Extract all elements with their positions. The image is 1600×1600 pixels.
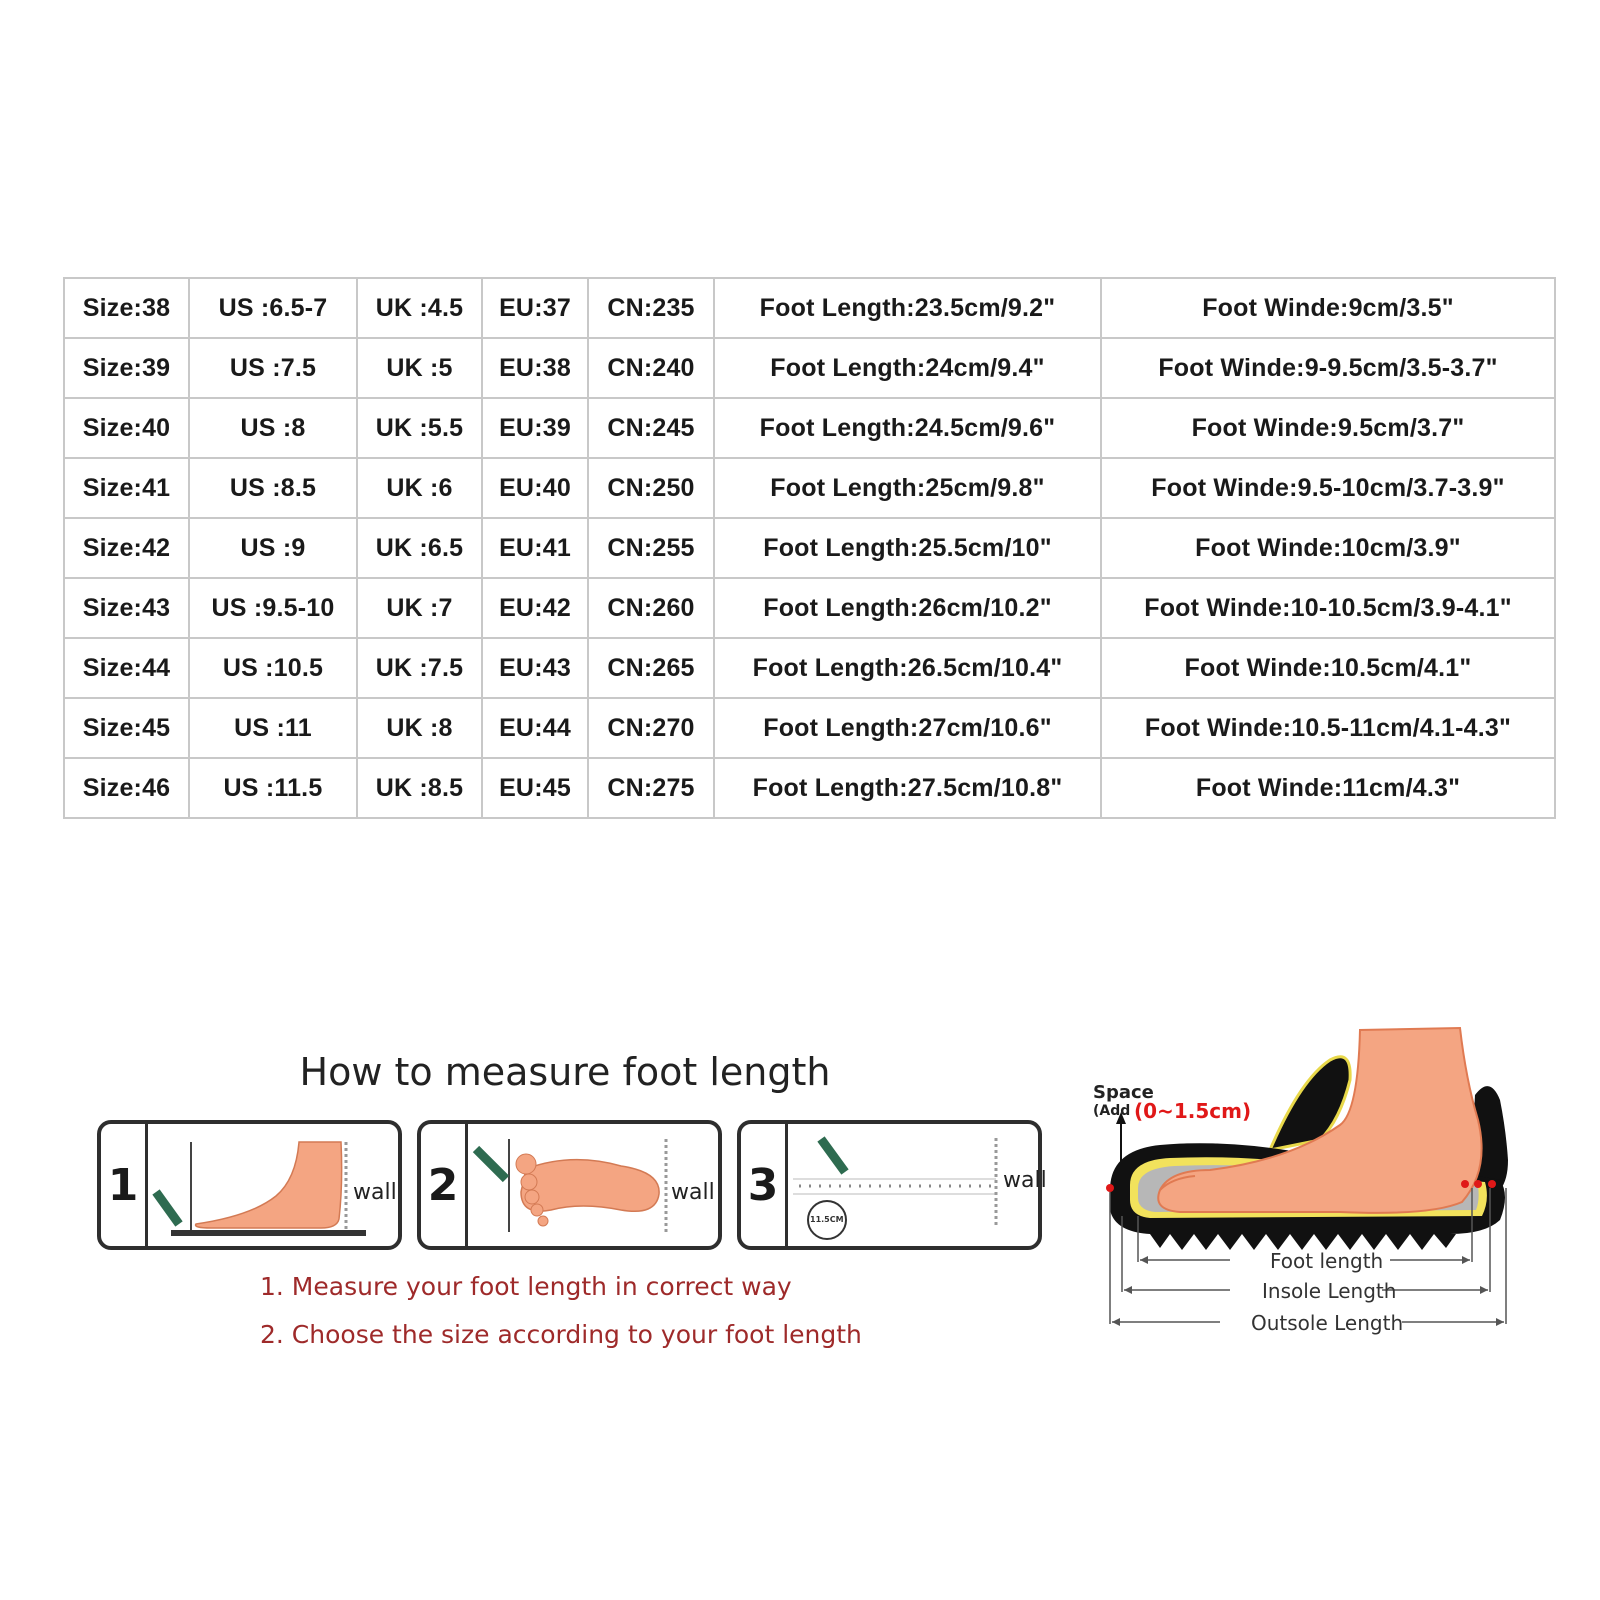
step-number: 3 <box>741 1124 788 1246</box>
measure-step-1 <box>97 1120 402 1250</box>
size-cell: Size:41 <box>64 458 189 518</box>
eu-size-cell: EU:38 <box>482 338 588 398</box>
uk-size-cell: UK :5.5 <box>357 398 482 458</box>
size-cell: Size:46 <box>64 758 189 818</box>
us-size-cell: US :10.5 <box>189 638 357 698</box>
space-add-label: (Add <box>1093 1103 1131 1119</box>
eu-size-cell: EU:44 <box>482 698 588 758</box>
foot-width-cell: Foot Winde:10.5-11cm/4.1-4.3" <box>1101 698 1555 758</box>
cn-size-cell: CN:235 <box>588 278 714 338</box>
cn-size-cell: CN:240 <box>588 338 714 398</box>
cn-size-cell: CN:265 <box>588 638 714 698</box>
size-cell: Size:42 <box>64 518 189 578</box>
size-table-row <box>64 758 1555 818</box>
size-table-row <box>64 398 1555 458</box>
eu-size-cell: EU:42 <box>482 578 588 638</box>
ruler-icon <box>741 1124 1046 1254</box>
foot-width-cell: Foot Winde:9-9.5cm/3.5-3.7" <box>1101 338 1555 398</box>
eu-size-cell: EU:37 <box>482 278 588 338</box>
foot-width-cell: Foot Winde:11cm/4.3" <box>1101 758 1555 818</box>
size-cell: Size:40 <box>64 398 189 458</box>
us-size-cell: US :8.5 <box>189 458 357 518</box>
foot-length-cell: Foot Length:25.5cm/10" <box>714 518 1101 578</box>
shoe-cross-section-illustration <box>1090 1020 1550 1360</box>
us-size-cell: US :11 <box>189 698 357 758</box>
foot-width-cell: Foot Winde:9.5cm/3.7" <box>1101 398 1555 458</box>
size-cell: Size:45 <box>64 698 189 758</box>
us-size-cell: US :11.5 <box>189 758 357 818</box>
eu-size-cell: EU:43 <box>482 638 588 698</box>
size-cell: Size:43 <box>64 578 189 638</box>
cn-size-cell: CN:255 <box>588 518 714 578</box>
us-size-cell: US :9.5-10 <box>189 578 357 638</box>
foot-width-cell: Foot Winde:10-10.5cm/3.9-4.1" <box>1101 578 1555 638</box>
cn-size-cell: CN:270 <box>588 698 714 758</box>
size-table-row <box>64 338 1555 398</box>
wall-label: wall <box>353 1180 397 1205</box>
insole-length-label: Insole Length <box>1262 1279 1397 1303</box>
foot-length-cell: Foot Length:24cm/9.4" <box>714 338 1101 398</box>
foot-width-cell: Foot Winde:10.5cm/4.1" <box>1101 638 1555 698</box>
step-number: 2 <box>421 1124 468 1246</box>
foot-width-cell: Foot Winde:9cm/3.5" <box>1101 278 1555 338</box>
instruction-2: 2. Choose the size according to your foot length <box>260 1320 862 1349</box>
uk-size-cell: UK :7 <box>357 578 482 638</box>
foot-length-cell: Foot Length:23.5cm/9.2" <box>714 278 1101 338</box>
foot-length-cell: Foot Length:27.5cm/10.8" <box>714 758 1101 818</box>
cn-size-cell: CN:275 <box>588 758 714 818</box>
us-size-cell: US :8 <box>189 398 357 458</box>
size-cell: Size:44 <box>64 638 189 698</box>
size-table-row <box>64 278 1555 338</box>
space-label: Space <box>1093 1082 1154 1103</box>
uk-size-cell: UK :8 <box>357 698 482 758</box>
wall-label: wall <box>1003 1168 1047 1193</box>
size-cell: Size:38 <box>64 278 189 338</box>
size-table-row <box>64 698 1555 758</box>
measure-title: How to measure foot length <box>299 1050 831 1094</box>
uk-size-cell: UK :4.5 <box>357 278 482 338</box>
uk-size-cell: UK :6.5 <box>357 518 482 578</box>
cn-size-cell: CN:245 <box>588 398 714 458</box>
eu-size-cell: EU:41 <box>482 518 588 578</box>
foot-width-cell: Foot Winde:9.5-10cm/3.7-3.9" <box>1101 458 1555 518</box>
foot-length-cell: Foot Length:24.5cm/9.6" <box>714 398 1101 458</box>
size-table-row <box>64 578 1555 638</box>
foot-length-label: Foot length <box>1270 1249 1384 1273</box>
foot-width-cell: Foot Winde:10cm/3.9" <box>1101 518 1555 578</box>
foot-length-cell: Foot Length:26cm/10.2" <box>714 578 1101 638</box>
size-table-row <box>64 518 1555 578</box>
size-table-row <box>64 458 1555 518</box>
uk-size-cell: UK :6 <box>357 458 482 518</box>
eu-size-cell: EU:40 <box>482 458 588 518</box>
step-number: 1 <box>101 1124 148 1246</box>
uk-size-cell: UK :5 <box>357 338 482 398</box>
foot-length-cell: Foot Length:27cm/10.6" <box>714 698 1101 758</box>
instruction-1: 1. Measure your foot length in correct way <box>260 1272 792 1301</box>
size-cell: Size:39 <box>64 338 189 398</box>
measure-step-2 <box>417 1120 722 1250</box>
outsole-length-label: Outsole Length <box>1251 1311 1404 1335</box>
foot-length-cell: Foot Length:25cm/9.8" <box>714 458 1101 518</box>
us-size-cell: US :9 <box>189 518 357 578</box>
eu-size-cell: EU:45 <box>482 758 588 818</box>
uk-size-cell: UK :7.5 <box>357 638 482 698</box>
foot-length-cell: Foot Length:26.5cm/10.4" <box>714 638 1101 698</box>
space-add-value: (0~1.5cm) <box>1134 1099 1252 1123</box>
wall-label: wall <box>671 1180 715 1205</box>
cn-size-cell: CN:260 <box>588 578 714 638</box>
us-size-cell: US :7.5 <box>189 338 357 398</box>
ruler-measure-label: 11.5CM <box>810 1215 844 1224</box>
measure-step-3 <box>737 1120 1047 1250</box>
uk-size-cell: UK :8.5 <box>357 758 482 818</box>
size-table-row <box>64 638 1555 698</box>
size-chart-table <box>63 277 1556 819</box>
cn-size-cell: CN:250 <box>588 458 714 518</box>
eu-size-cell: EU:39 <box>482 398 588 458</box>
us-size-cell: US :6.5-7 <box>189 278 357 338</box>
